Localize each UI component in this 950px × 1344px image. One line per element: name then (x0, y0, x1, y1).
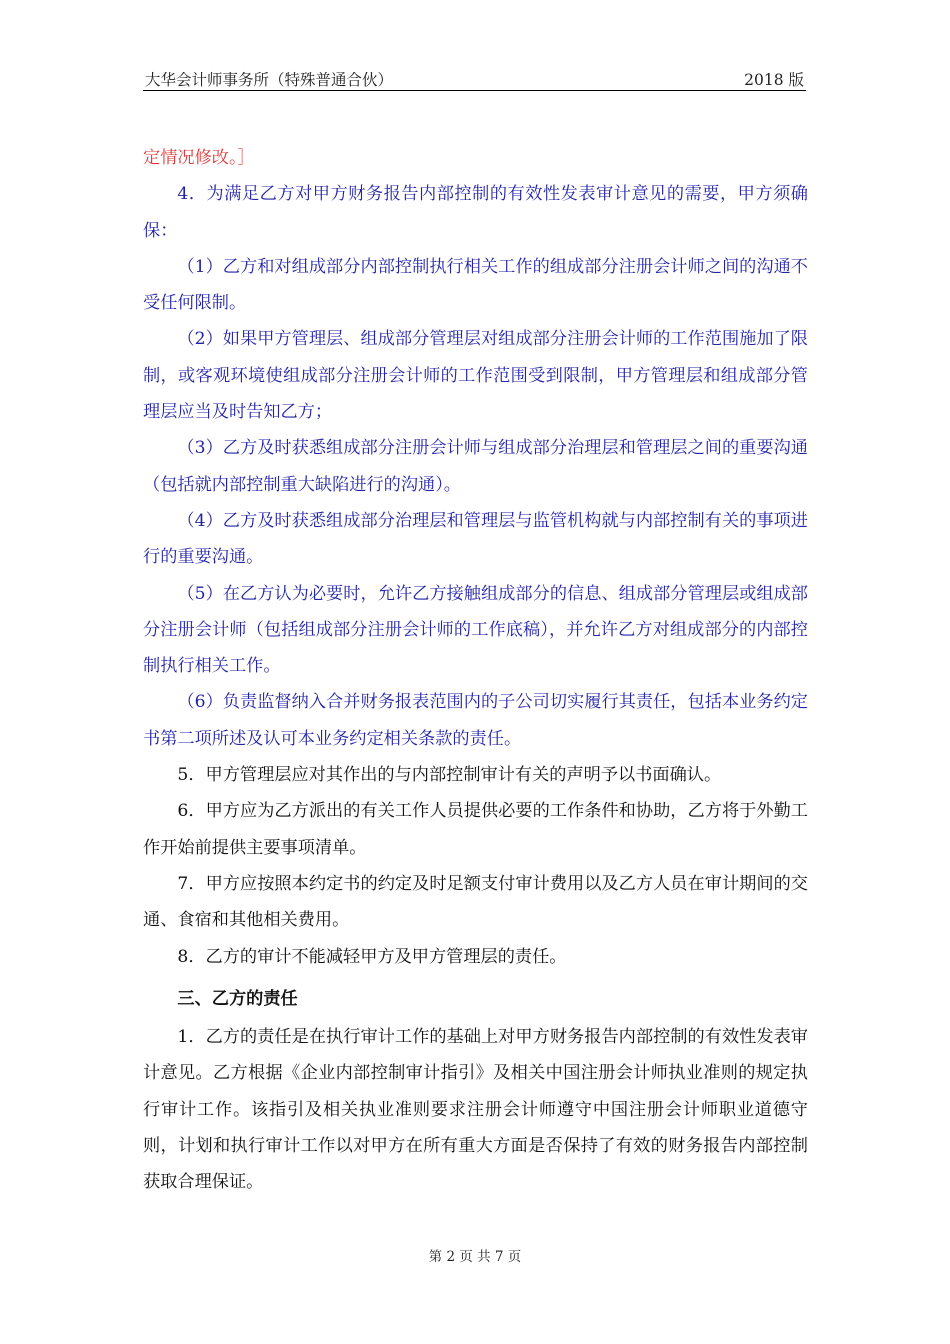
clause-6: 6．甲方应为乙方派出的有关工作人员提供必要的工作条件和协助，乙方将于外勤工作开始前提供主要事项清单。 (143, 801, 808, 858)
header-version: 2018 版 (744, 71, 804, 89)
page-number: 第 2 页 共 7 页 (428, 1249, 522, 1265)
section-heading-3: 三、乙方的责任 (177, 988, 298, 1009)
clause-5: 5．甲方管理层应对其作出的与内部控制审计有关的声明予以书面确认。 (177, 765, 722, 786)
page-header (143, 66, 806, 91)
clause-4-item-2: （2）如果甲方管理层、组成部分管理层对组成部分注册会计师的工作范围施加了限制，或客观环境使组成部分注册会计师的工作范围受到限制，甲方管理层和组成部分管理层应当及时告知乙方； (143, 329, 808, 423)
clause-4-item-3: （3）乙方及时获悉组成部分注册会计师与组成部分治理层和管理层之间的重要沟通（包括就内部控制重大缺陷进行的沟通）。 (143, 438, 808, 495)
clause-4: 4．为满足乙方对甲方财务报告内部控制的有效性发表审计意见的需要，甲方须确保： (143, 184, 808, 241)
continued-note: 定情况修改。］ (143, 148, 255, 168)
clause-7: 7．甲方应按照本约定书的约定及时足额支付审计费用以及乙方人员在审计期间的交通、食宿和其他相关费用。 (143, 873, 808, 931)
clause-4-item-1: （1）乙方和对组成部分内部控制执行相关工作的组成部分注册会计师之间的沟通不受任何限制。 (143, 256, 808, 314)
section-3-clause-1: 1．乙方的责任是在执行审计工作的基础上对甲方财务报告内部控制的有效性发表审计意见。乙方根据《企业内部控制审计指引》及相关中国注册会计师执业准则的规定执行审计工作。该指引及相关执业准则要求注册会计师遵守中国注册会计师职业道德守则，计划和执行审计工作以对甲方在所有重大方面是否保持了有效的财务报告内部控制获取合理保证。 (143, 1027, 808, 1193)
document-body (143, 140, 808, 1201)
clause-4-item-6: （6）负责监督纳入合并财务报表范围内的子公司切实履行其责任，包括本业务约定书第二项所述及认可本业务约定相关条款的责任。 (143, 692, 808, 749)
clause-8: 8．乙方的审计不能减轻甲方及甲方管理层的责任。 (177, 946, 567, 967)
clause-4-item-5: （5）在乙方认为必要时，允许乙方接触组成部分的信息、组成部分管理层或组成部分注册会计师（包括组成部分注册会计师的工作底稿），并允许乙方对组成部分的内部控制执行相关工作。 (143, 583, 808, 677)
header-firm-name: 大华会计师事务所（特殊普通合伙） (145, 71, 394, 89)
clause-4-item-4: （4）乙方及时获悉组成部分治理层和管理层与监管机构就与内部控制有关的事项进行的重要沟通。 (143, 510, 808, 568)
